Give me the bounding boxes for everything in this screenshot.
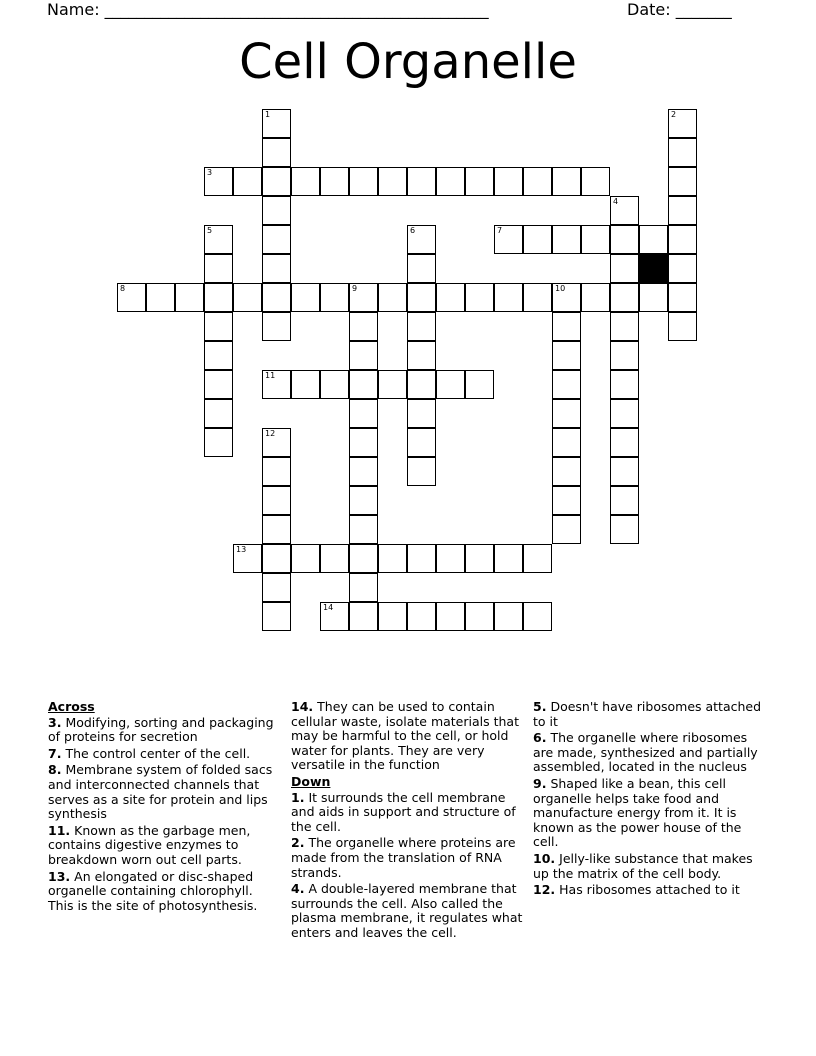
crossword-cell[interactable]	[581, 167, 610, 196]
crossword-cell[interactable]	[610, 341, 639, 370]
crossword-cell[interactable]	[668, 254, 697, 283]
crossword-cell[interactable]	[436, 544, 465, 573]
crossword-cell[interactable]	[204, 370, 233, 399]
cell-number: 4	[613, 197, 619, 206]
crossword-cell[interactable]	[175, 283, 204, 312]
crossword-cell[interactable]	[436, 370, 465, 399]
clue-number: 5.	[533, 699, 547, 714]
across-heading: Across	[48, 699, 95, 714]
clue-item	[291, 791, 525, 835]
clue-text: It surrounds the cell membrane and aids in support and structure of the cell.	[291, 789, 516, 834]
crossword-cell[interactable]	[581, 283, 610, 312]
crossword-cell[interactable]	[349, 167, 378, 196]
cell-number: 1	[265, 110, 271, 119]
crossword-cell[interactable]	[117, 283, 146, 312]
crossword-cell[interactable]	[320, 167, 349, 196]
crossword-cell[interactable]	[581, 225, 610, 254]
crossword-cell[interactable]	[262, 370, 291, 399]
cell-number: 10	[555, 284, 566, 293]
clue-text: They can be used to contain cellular waste, isolate materials that may be harmful to the cell, or hold water for plants. They are very versatile in the function	[291, 699, 519, 773]
clue-item	[48, 716, 280, 745]
crossword-cell[interactable]	[320, 602, 349, 631]
crossword-cell[interactable]	[552, 283, 581, 312]
crossword-cell[interactable]	[552, 341, 581, 370]
crossword-cell[interactable]	[610, 254, 639, 283]
crossword-cell[interactable]	[552, 515, 581, 544]
clue-text: Known as the garbage men, contains digestive enzymes to breakdown worn out cell parts.	[48, 822, 251, 867]
crossword-cell[interactable]	[378, 167, 407, 196]
crossword-cell[interactable]	[552, 167, 581, 196]
crossword-cell[interactable]	[204, 225, 233, 254]
cell-number: 12	[265, 429, 276, 438]
crossword-cell[interactable]	[262, 515, 291, 544]
crossword-cell[interactable]	[262, 544, 291, 573]
crossword-cell[interactable]	[407, 341, 436, 370]
clue-text: Membrane system of folded sacs and interconnected channels that serves as a site for protein and lips synthesis	[48, 762, 273, 822]
crossword-cell[interactable]	[610, 370, 639, 399]
crossword-cell[interactable]	[465, 370, 494, 399]
crossword-cell[interactable]	[407, 254, 436, 283]
date-field[interactable]: Date: _______	[627, 0, 732, 19]
crossword-cell[interactable]	[407, 283, 436, 312]
crossword-cell[interactable]	[378, 602, 407, 631]
crossword-cell[interactable]	[610, 515, 639, 544]
clue-item	[291, 700, 525, 773]
clue-number: 10.	[533, 850, 556, 866]
crossword-cell[interactable]	[204, 254, 233, 283]
clue-text: Shaped like a bean, this cell organelle helps take food and manufacture energy from it. It is known as the power house of the cell.	[533, 775, 742, 850]
crossword-cell[interactable]	[494, 167, 523, 196]
crossword-cell[interactable]	[668, 225, 697, 254]
crossword-cell[interactable]	[204, 167, 233, 196]
down-heading: Down	[291, 773, 331, 789]
crossword-cell[interactable]	[610, 428, 639, 457]
clue-item	[533, 777, 769, 850]
clue-item	[291, 882, 525, 940]
crossword-cell[interactable]	[639, 283, 668, 312]
page-title: Cell Organelle	[239, 34, 577, 90]
crossword-cell[interactable]	[320, 370, 349, 399]
cell-number: 2	[671, 110, 677, 119]
clue-number: 7.	[48, 745, 62, 761]
cell-number: 3	[207, 168, 213, 177]
crossword-cell[interactable]	[262, 428, 291, 457]
crossword-cell[interactable]	[407, 544, 436, 573]
crossword-cell[interactable]	[494, 283, 523, 312]
clue-item	[533, 883, 769, 898]
clue-number: 12.	[533, 882, 556, 898]
crossword-cell[interactable]	[146, 283, 175, 312]
crossword-cell[interactable]	[639, 225, 668, 254]
clue-number: 8.	[48, 762, 62, 778]
crossword-cell[interactable]	[378, 370, 407, 399]
cell-number: 13	[236, 545, 247, 554]
crossword-cell[interactable]	[552, 399, 581, 428]
crossword-cell[interactable]	[407, 312, 436, 341]
crossword-cell[interactable]	[262, 225, 291, 254]
crossword-cell[interactable]	[262, 167, 291, 196]
crossword-cell[interactable]	[436, 602, 465, 631]
crossword-cell[interactable]	[523, 167, 552, 196]
clue-text: Has ribosomes attached to it	[559, 882, 740, 898]
crossword-cell[interactable]	[523, 283, 552, 312]
crossword-cell[interactable]	[494, 225, 523, 254]
shaded-cell	[639, 254, 668, 283]
crossword-cell[interactable]	[262, 486, 291, 515]
crossword-cell[interactable]	[668, 138, 697, 167]
crossword-cell[interactable]	[262, 109, 291, 138]
crossword-cell[interactable]	[465, 544, 494, 573]
crossword-cell[interactable]	[262, 138, 291, 167]
clue-number: 11.	[48, 822, 71, 838]
crossword-cell[interactable]	[523, 225, 552, 254]
crossword-cell[interactable]	[610, 196, 639, 225]
crossword-cell[interactable]	[407, 457, 436, 486]
clue-item	[533, 700, 769, 729]
crossword-cell[interactable]	[407, 370, 436, 399]
clue-text: Doesn't have ribosomes attached to it	[533, 699, 762, 729]
crossword-cell[interactable]	[436, 167, 465, 196]
crossword-cell[interactable]	[262, 196, 291, 225]
crossword-cell[interactable]	[349, 283, 378, 312]
crossword-cell[interactable]	[552, 225, 581, 254]
crossword-cell[interactable]	[262, 254, 291, 283]
crossword-cell[interactable]	[204, 399, 233, 428]
crossword-cell[interactable]	[465, 602, 494, 631]
crossword-cell[interactable]	[349, 573, 378, 602]
clue-number: 6.	[533, 730, 547, 746]
cell-number: 14	[323, 603, 334, 612]
clue-number: 13.	[48, 868, 71, 884]
crossword-cell[interactable]	[233, 544, 262, 573]
crossword-cell[interactable]	[610, 312, 639, 341]
crossword-cell[interactable]	[610, 457, 639, 486]
crossword-cell[interactable]	[668, 167, 697, 196]
crossword-cell[interactable]	[262, 312, 291, 341]
clue-text: The control center of the cell.	[65, 745, 251, 761]
clue-item	[48, 747, 280, 762]
crossword-cell[interactable]	[552, 428, 581, 457]
crossword-cell[interactable]	[407, 225, 436, 254]
crossword-cell[interactable]	[407, 602, 436, 631]
clue-item	[48, 870, 280, 914]
crossword-cell[interactable]	[349, 457, 378, 486]
crossword-cell[interactable]	[349, 544, 378, 573]
crossword-cell[interactable]	[349, 515, 378, 544]
cell-number: 11	[265, 371, 276, 380]
crossword-cell[interactable]	[465, 283, 494, 312]
crossword-cell[interactable]	[610, 399, 639, 428]
clues-column-2	[291, 700, 525, 943]
name-field[interactable]: Name: ________________________________________________	[47, 0, 489, 19]
clue-text: An elongated or disc-shaped organelle containing chlorophyll. This is the site of photosynthesis.	[48, 868, 258, 913]
cell-number: 6	[410, 226, 416, 235]
clue-number: 14.	[291, 699, 314, 714]
clue-text: The organelle where ribosomes are made, synthesized and partially assembled, located in the nucleus	[533, 730, 758, 775]
crossword-cell[interactable]	[523, 602, 552, 631]
crossword-cell[interactable]	[349, 399, 378, 428]
crossword-cell[interactable]	[349, 370, 378, 399]
clues-column-1	[48, 700, 280, 915]
crossword-cell[interactable]	[610, 486, 639, 515]
crossword-cell[interactable]	[668, 109, 697, 138]
clue-number: 3.	[48, 714, 62, 730]
crossword-cell[interactable]	[552, 457, 581, 486]
crossword-cell[interactable]	[262, 457, 291, 486]
crossword-cell[interactable]	[349, 341, 378, 370]
crossword-cell[interactable]	[320, 544, 349, 573]
crossword-cell[interactable]	[291, 167, 320, 196]
crossword-cell[interactable]	[204, 283, 233, 312]
clue-number: 4.	[291, 881, 305, 897]
crossword-cell[interactable]	[291, 283, 320, 312]
crossword-cell[interactable]	[233, 167, 262, 196]
crossword-cell[interactable]	[407, 428, 436, 457]
crossword-cell[interactable]	[291, 370, 320, 399]
clue-number: 9.	[533, 775, 547, 791]
crossword-cell[interactable]	[436, 283, 465, 312]
crossword-cell[interactable]	[552, 486, 581, 515]
crossword-cell[interactable]	[204, 428, 233, 457]
crossword-cell[interactable]	[349, 428, 378, 457]
clue-number: 1.	[291, 789, 305, 805]
crossword-cell[interactable]	[494, 544, 523, 573]
clue-text: A double-layered membrane that surrounds the cell. Also called the plasma membrane, it regulates what enters and leaves the cell.	[291, 881, 523, 940]
cell-number: 5	[207, 226, 213, 235]
crossword-cell[interactable]	[494, 602, 523, 631]
crossword-cell[interactable]	[378, 544, 407, 573]
cell-number: 9	[352, 284, 358, 293]
cell-number: 7	[497, 226, 503, 235]
crossword-cell[interactable]	[262, 602, 291, 631]
clues-column-3	[533, 700, 769, 900]
crossword-cell[interactable]	[204, 341, 233, 370]
clue-text: Modifying, sorting and packaging of proteins for secretion	[48, 714, 274, 745]
crossword-cell[interactable]	[349, 602, 378, 631]
clue-text: The organelle where proteins are made from the translation of RNA strands.	[291, 835, 516, 880]
clue-item	[291, 836, 525, 880]
clue-item	[533, 852, 769, 881]
crossword-cell[interactable]	[262, 283, 291, 312]
clue-item	[48, 824, 280, 868]
crossword-cell[interactable]	[407, 399, 436, 428]
crossword-cell[interactable]	[610, 225, 639, 254]
crossword-cell[interactable]	[320, 283, 349, 312]
clue-item	[48, 763, 280, 821]
crossword-cell[interactable]	[407, 167, 436, 196]
crossword-cell[interactable]	[262, 573, 291, 602]
crossword-cell[interactable]	[668, 283, 697, 312]
crossword-cell[interactable]	[668, 312, 697, 341]
crossword-cell[interactable]	[610, 283, 639, 312]
crossword-cell[interactable]	[233, 283, 262, 312]
crossword-cell[interactable]	[668, 196, 697, 225]
clue-item	[533, 731, 769, 775]
crossword-cell[interactable]	[349, 312, 378, 341]
crossword-cell[interactable]	[378, 283, 407, 312]
crossword-cell[interactable]	[349, 486, 378, 515]
crossword-cell[interactable]	[523, 544, 552, 573]
cell-number: 8	[120, 284, 126, 293]
crossword-cell[interactable]	[552, 312, 581, 341]
crossword-cell[interactable]	[204, 312, 233, 341]
clue-text: Jelly-like substance that makes up the matrix of the cell body.	[533, 850, 753, 881]
crossword-cell[interactable]	[465, 167, 494, 196]
clue-number: 2.	[291, 835, 305, 851]
crossword-cell[interactable]	[552, 370, 581, 399]
crossword-cell[interactable]	[291, 544, 320, 573]
